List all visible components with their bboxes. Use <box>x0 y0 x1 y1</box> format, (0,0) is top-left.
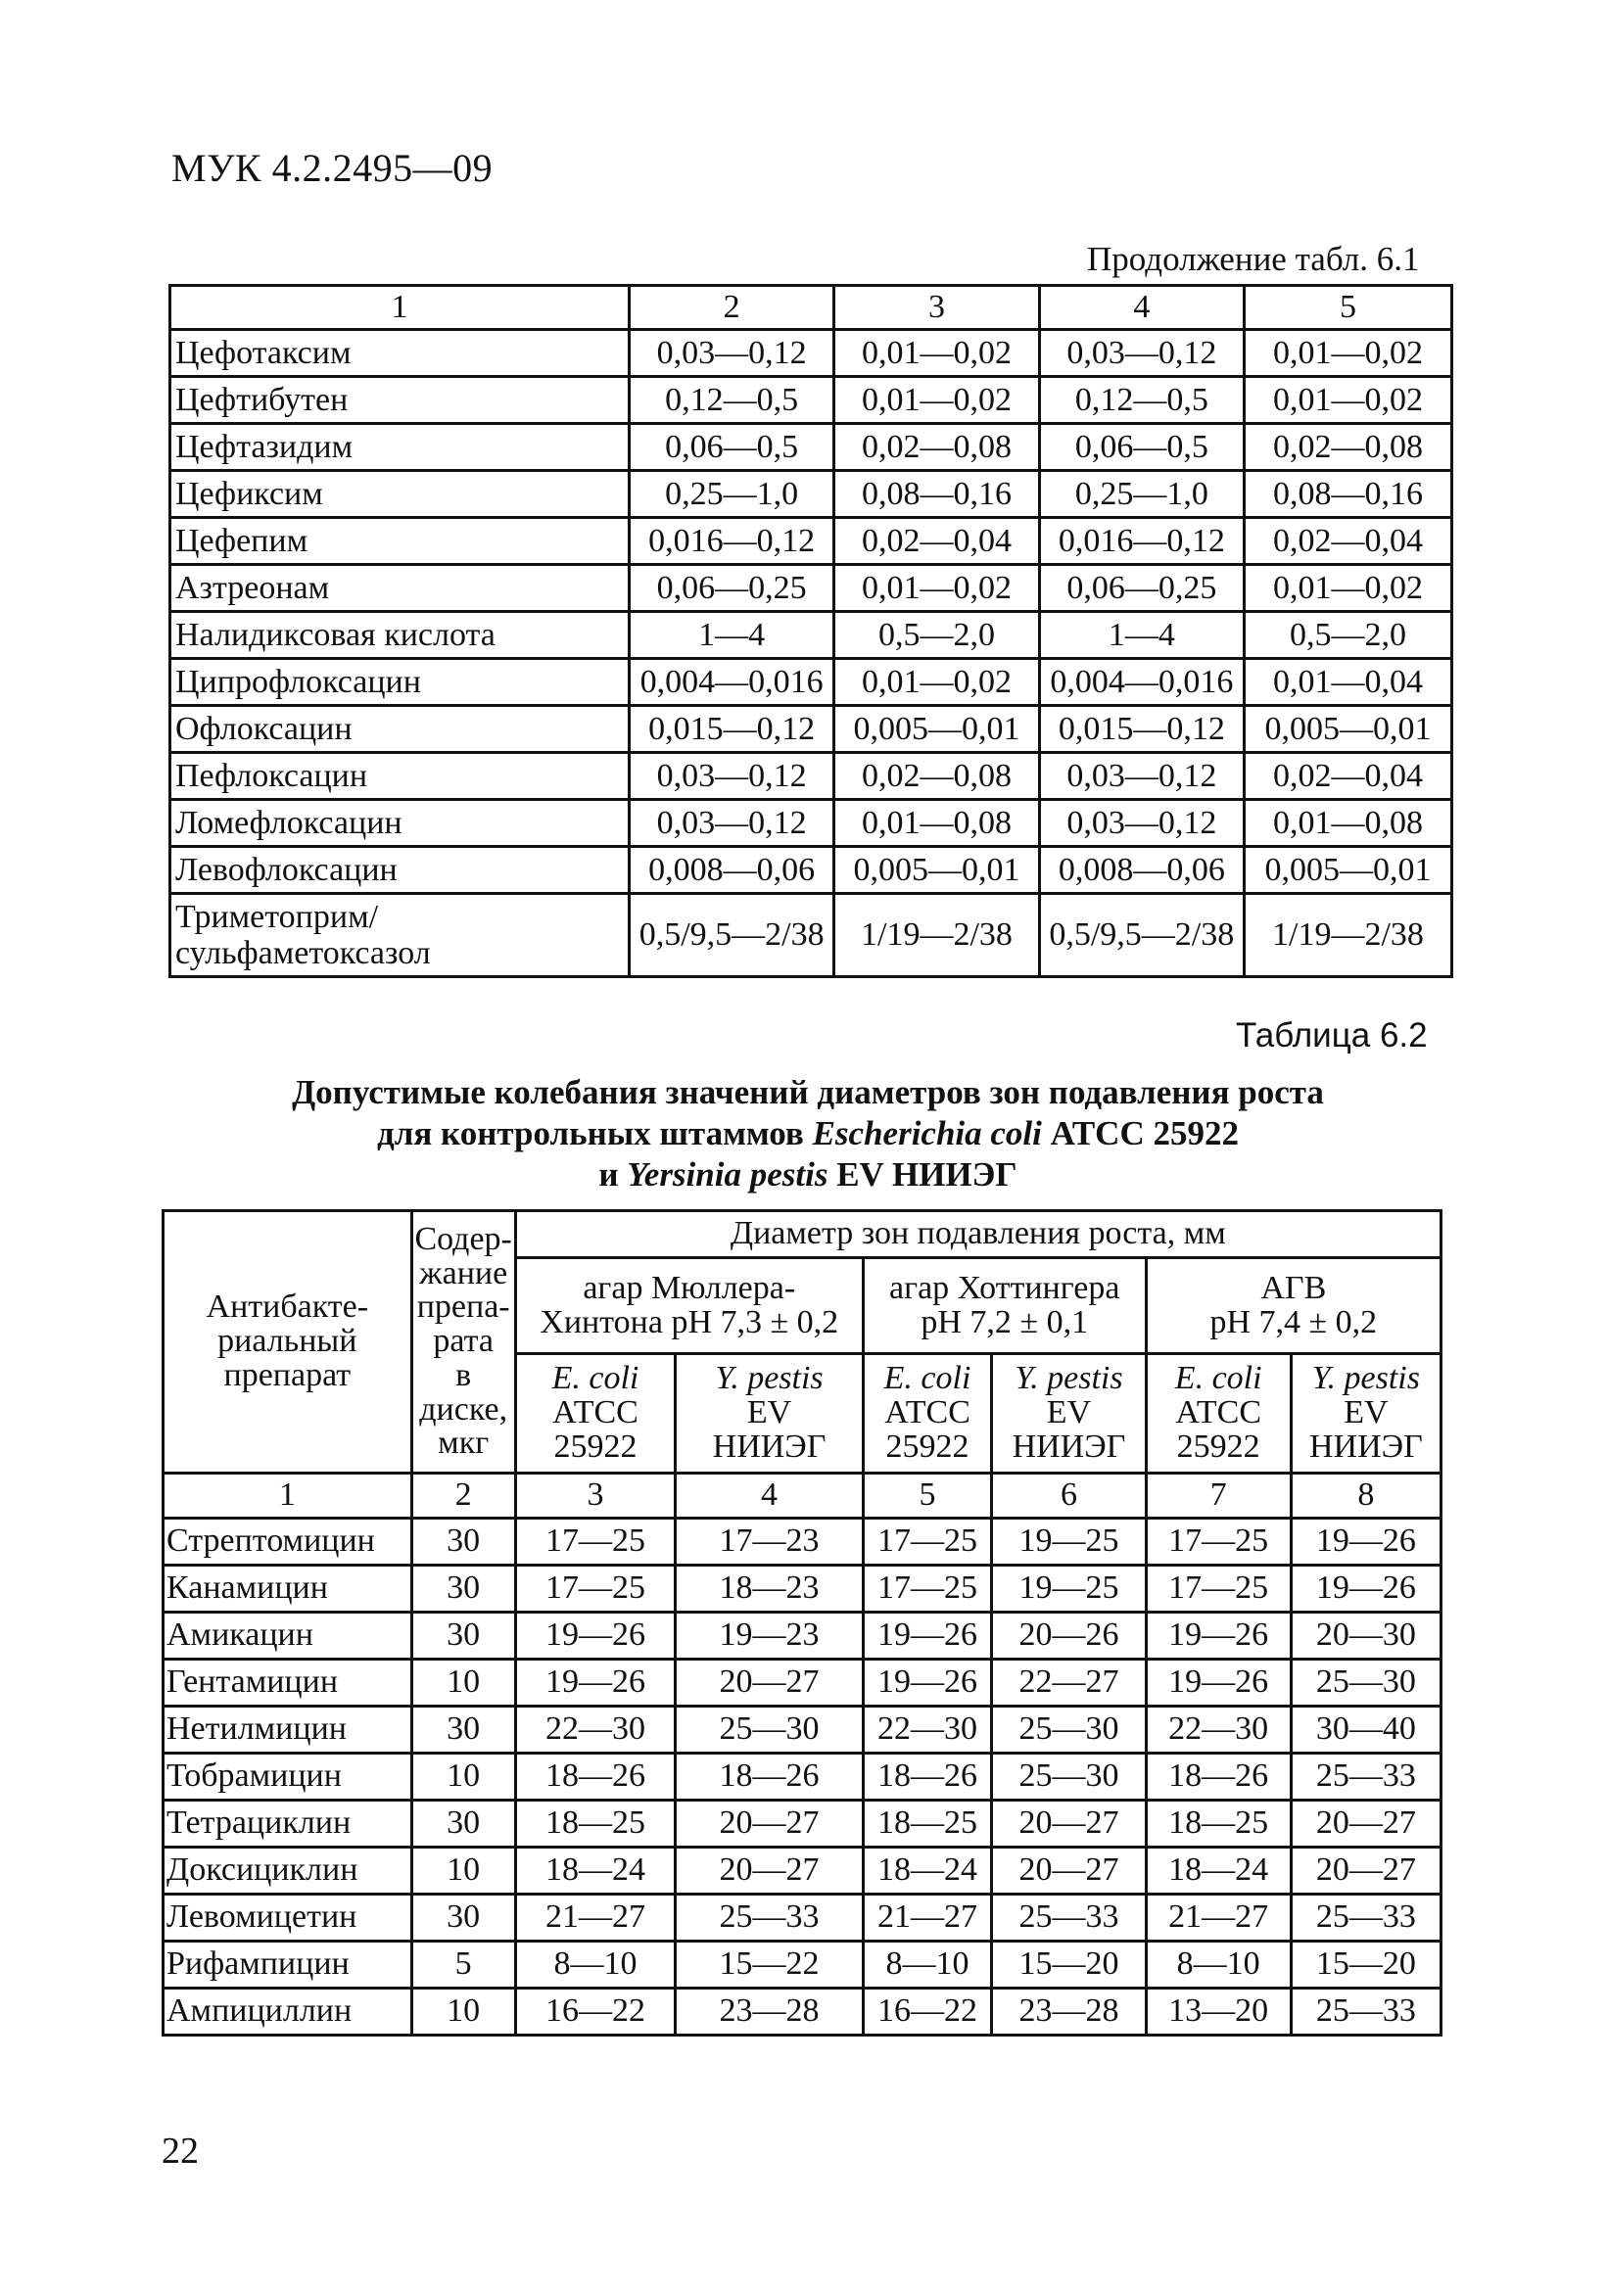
value-cell: 0,03—0,12 <box>630 753 834 800</box>
drug-name: Цефиксим <box>170 471 630 518</box>
value-cell: 25—33 <box>1291 1754 1441 1801</box>
value-cell: 20—26 <box>992 1613 1146 1660</box>
disk-content: 10 <box>411 1848 515 1895</box>
drug-name: Стрептомицин <box>164 1519 412 1566</box>
strain-header-ypestis: Y. pestis EV НИИЭГ <box>1291 1354 1441 1474</box>
drug-name: Левомицетин <box>164 1895 412 1942</box>
drug-name: Рифампицин <box>164 1942 412 1989</box>
column-number: 6 <box>992 1474 1146 1519</box>
table-row <box>170 612 1452 659</box>
disk-content: 10 <box>411 1754 515 1801</box>
column-number: 7 <box>1146 1474 1291 1519</box>
drug-name: Ломефлоксацин <box>170 800 630 847</box>
column-number: 5 <box>863 1474 991 1519</box>
col-header-diameter: Диаметр зон подавления роста, мм <box>515 1211 1441 1258</box>
value-cell: 18—23 <box>676 1566 864 1613</box>
value-cell: 0,005—0,01 <box>834 706 1039 753</box>
value-cell: 1/19—2/38 <box>1244 894 1451 977</box>
value-cell: 0,01—0,02 <box>1244 330 1451 377</box>
disk-content: 30 <box>411 1613 515 1660</box>
value-cell: 0,004—0,016 <box>630 659 834 706</box>
drug-name: Триметоприм/ сульфаметоксазол <box>170 894 630 977</box>
value-cell: 18—24 <box>515 1848 676 1895</box>
value-cell: 17—25 <box>1146 1519 1291 1566</box>
value-cell: 0,06—0,25 <box>1039 565 1244 612</box>
table-row <box>164 1801 1442 1848</box>
value-cell: 8—10 <box>515 1942 676 1989</box>
table-row <box>164 1660 1442 1707</box>
value-cell: 0,005—0,01 <box>834 847 1039 894</box>
value-cell: 15—20 <box>992 1942 1146 1989</box>
value-cell: 0,005—0,01 <box>1244 706 1451 753</box>
title-line-2: для контрольных штаммов Escherichia coli АТСС 25922 <box>377 1114 1239 1152</box>
value-cell: 19—26 <box>515 1660 676 1707</box>
value-cell: 0,03—0,12 <box>1039 753 1244 800</box>
value-cell: 17—23 <box>676 1519 864 1566</box>
table-row <box>164 1895 1442 1942</box>
value-cell: 19—25 <box>992 1566 1146 1613</box>
value-cell: 22—30 <box>863 1707 991 1754</box>
table-row <box>170 659 1452 706</box>
disk-content: 30 <box>411 1566 515 1613</box>
drug-name: Левофлоксацин <box>170 847 630 894</box>
table-row <box>170 565 1452 612</box>
value-cell: 18—26 <box>515 1754 676 1801</box>
value-cell: 20—27 <box>676 1660 864 1707</box>
value-cell: 0,01—0,02 <box>834 330 1039 377</box>
value-cell: 0,004—0,016 <box>1039 659 1244 706</box>
value-cell: 20—27 <box>1291 1848 1441 1895</box>
value-cell: 0,01—0,02 <box>834 659 1039 706</box>
value-cell: 19—26 <box>1291 1519 1441 1566</box>
value-cell: 19—26 <box>863 1613 991 1660</box>
drug-name: Цефтибутен <box>170 377 630 424</box>
drug-name: Ципрофлоксацин <box>170 659 630 706</box>
column-number: 2 <box>630 286 834 330</box>
table-row <box>164 1848 1442 1895</box>
value-cell: 0,01—0,02 <box>834 565 1039 612</box>
disk-content: 5 <box>411 1942 515 1989</box>
strain-header-ypestis: Y. pestis EV НИИЭГ <box>676 1354 864 1474</box>
value-cell: 17—25 <box>863 1566 991 1613</box>
disk-content: 10 <box>411 1660 515 1707</box>
value-cell: 0,008—0,06 <box>630 847 834 894</box>
value-cell: 0,015—0,12 <box>630 706 834 753</box>
value-cell: 0,06—0,25 <box>630 565 834 612</box>
table-row <box>164 1707 1442 1754</box>
value-cell: 0,005—0,01 <box>1244 847 1451 894</box>
title-line-3: и Yersinia pestis EV НИИЭГ <box>598 1155 1017 1194</box>
value-cell: 20—27 <box>992 1848 1146 1895</box>
column-number: 3 <box>515 1474 676 1519</box>
table-6-2-title <box>196 1072 1420 1195</box>
value-cell: 20—30 <box>1291 1613 1441 1660</box>
table-row <box>164 1613 1442 1660</box>
value-cell: 19—23 <box>676 1613 864 1660</box>
strain-header-ypestis: Y. pestis EV НИИЭГ <box>992 1354 1146 1474</box>
value-cell: 0,016—0,12 <box>1039 518 1244 565</box>
value-cell: 0,01—0,02 <box>1244 565 1451 612</box>
table-row <box>170 753 1452 800</box>
value-cell: 0,01—0,02 <box>834 377 1039 424</box>
value-cell: 15—22 <box>676 1942 864 1989</box>
value-cell: 0,03—0,12 <box>630 330 834 377</box>
value-cell: 0,01—0,08 <box>1244 800 1451 847</box>
value-cell: 0,25—1,0 <box>630 471 834 518</box>
drug-name: Канамицин <box>164 1566 412 1613</box>
column-number: 2 <box>411 1474 515 1519</box>
drug-name: Доксициклин <box>164 1848 412 1895</box>
drug-name: Ампициллин <box>164 1989 412 2036</box>
value-cell: 0,01—0,02 <box>1244 377 1451 424</box>
medium-header-hottinger: агар Хоттингера pH 7,2 ± 0,1 <box>863 1258 1146 1354</box>
strain-header-ecoli: E. coli АТСС 25922 <box>515 1354 676 1474</box>
value-cell: 0,03—0,12 <box>1039 800 1244 847</box>
value-cell: 1/19—2/38 <box>834 894 1039 977</box>
table-6-1-continued <box>168 284 1453 978</box>
table-row <box>170 330 1452 377</box>
value-cell: 0,02—0,08 <box>834 753 1039 800</box>
medium-header-muller-hinton: агар Мюллера- Хинтона pH 7,3 ± 0,2 <box>515 1258 863 1354</box>
value-cell: 16—22 <box>863 1989 991 2036</box>
table-row <box>164 1566 1442 1613</box>
value-cell: 0,25—1,0 <box>1039 471 1244 518</box>
page-number: 22 <box>162 2131 199 2172</box>
table-6-2 <box>162 1209 1442 2037</box>
value-cell: 18—25 <box>863 1801 991 1848</box>
value-cell: 22—30 <box>515 1707 676 1754</box>
column-number: 5 <box>1244 286 1451 330</box>
value-cell: 30—40 <box>1291 1707 1441 1754</box>
table-row <box>170 518 1452 565</box>
table-header-row <box>170 286 1452 330</box>
value-cell: 18—26 <box>1146 1754 1291 1801</box>
table-row <box>164 1754 1442 1801</box>
drug-name: Цефотаксим <box>170 330 630 377</box>
value-cell: 20—27 <box>676 1848 864 1895</box>
disk-content: 30 <box>411 1707 515 1754</box>
value-cell: 19—25 <box>992 1519 1146 1566</box>
table-continuation-label: Продолжение табл. 6.1 <box>1087 240 1420 278</box>
value-cell: 18—25 <box>1146 1801 1291 1848</box>
value-cell: 25—30 <box>992 1707 1146 1754</box>
document-header: МУК 4.2.2495—09 <box>171 146 494 190</box>
value-cell: 25—33 <box>676 1895 864 1942</box>
value-cell: 0,015—0,12 <box>1039 706 1244 753</box>
value-cell: 22—30 <box>1146 1707 1291 1754</box>
value-cell: 20—27 <box>676 1801 864 1848</box>
table-row <box>170 424 1452 471</box>
value-cell: 19—26 <box>1291 1566 1441 1613</box>
value-cell: 16—22 <box>515 1989 676 2036</box>
drug-name: Налидиксовая кислота <box>170 612 630 659</box>
table-row <box>170 377 1452 424</box>
value-cell: 20—27 <box>992 1801 1146 1848</box>
value-cell: 0,12—0,5 <box>1039 377 1244 424</box>
value-cell: 18—24 <box>863 1848 991 1895</box>
drug-name: Азтреонам <box>170 565 630 612</box>
value-cell: 19—26 <box>863 1660 991 1707</box>
value-cell: 25—33 <box>992 1895 1146 1942</box>
column-number: 1 <box>164 1474 412 1519</box>
value-cell: 25—33 <box>1291 1895 1441 1942</box>
value-cell: 25—30 <box>676 1707 864 1754</box>
value-cell: 0,02—0,08 <box>1244 424 1451 471</box>
strain-header-ecoli: E. coli АТСС 25922 <box>863 1354 991 1474</box>
value-cell: 18—26 <box>863 1754 991 1801</box>
value-cell: 19—26 <box>515 1613 676 1660</box>
disk-content: 30 <box>411 1519 515 1566</box>
value-cell: 23—28 <box>676 1989 864 2036</box>
value-cell: 0,5/9,5—2/38 <box>1039 894 1244 977</box>
drug-name: Цефепим <box>170 518 630 565</box>
value-cell: 0,01—0,08 <box>834 800 1039 847</box>
column-number: 4 <box>676 1474 864 1519</box>
value-cell: 0,03—0,12 <box>1039 330 1244 377</box>
strain-header-ecoli: E. coli АТСС 25922 <box>1146 1354 1291 1474</box>
value-cell: 25—33 <box>1291 1989 1441 2036</box>
drug-name: Цефтазидим <box>170 424 630 471</box>
column-number: 3 <box>834 286 1039 330</box>
disk-content: 30 <box>411 1801 515 1848</box>
drug-name: Тетрациклин <box>164 1801 412 1848</box>
value-cell: 0,08—0,16 <box>1244 471 1451 518</box>
value-cell: 0,5—2,0 <box>834 612 1039 659</box>
title-line-1: Допустимые колебания значений диаметров зон подавления роста <box>292 1073 1324 1111</box>
table-row <box>170 471 1452 518</box>
table-row <box>170 894 1452 977</box>
drug-name: Гентамицин <box>164 1660 412 1707</box>
value-cell: 0,06—0,5 <box>630 424 834 471</box>
col-header-content: Содер- жание препа- рата в диске, мкг <box>411 1211 515 1474</box>
value-cell: 18—25 <box>515 1801 676 1848</box>
disk-content: 30 <box>411 1895 515 1942</box>
drug-name: Пефлоксацин <box>170 753 630 800</box>
table-row <box>170 706 1452 753</box>
col-header-antibacterial: Антибакте- риальный препарат <box>164 1211 412 1474</box>
value-cell: 18—26 <box>676 1754 864 1801</box>
disk-content: 10 <box>411 1989 515 2036</box>
column-number: 8 <box>1291 1474 1441 1519</box>
value-cell: 19—26 <box>1146 1613 1291 1660</box>
value-cell: 0,02—0,04 <box>834 518 1039 565</box>
value-cell: 17—25 <box>515 1566 676 1613</box>
column-number: 4 <box>1039 286 1244 330</box>
value-cell: 13—20 <box>1146 1989 1291 2036</box>
drug-name: Тобрамицин <box>164 1754 412 1801</box>
value-cell: 0,08—0,16 <box>834 471 1039 518</box>
table-row <box>170 800 1452 847</box>
drug-name: Нетилмицин <box>164 1707 412 1754</box>
value-cell: 0,03—0,12 <box>630 800 834 847</box>
value-cell: 20—27 <box>1291 1801 1441 1848</box>
column-number: 1 <box>170 286 630 330</box>
value-cell: 8—10 <box>863 1942 991 1989</box>
value-cell: 0,02—0,08 <box>834 424 1039 471</box>
value-cell: 0,5—2,0 <box>1244 612 1451 659</box>
medium-header-agv: АГВ pH 7,4 ± 0,2 <box>1146 1258 1441 1354</box>
value-cell: 17—25 <box>1146 1566 1291 1613</box>
value-cell: 0,02—0,04 <box>1244 753 1451 800</box>
value-cell: 1—4 <box>1039 612 1244 659</box>
value-cell: 0,008—0,06 <box>1039 847 1244 894</box>
value-cell: 19—26 <box>1146 1660 1291 1707</box>
value-cell: 8—10 <box>1146 1942 1291 1989</box>
value-cell: 25—30 <box>992 1754 1146 1801</box>
table-6-2-label: Таблица 6.2 <box>1236 1016 1428 1054</box>
value-cell: 23—28 <box>992 1989 1146 2036</box>
value-cell: 1—4 <box>630 612 834 659</box>
value-cell: 0,06—0,5 <box>1039 424 1244 471</box>
value-cell: 21—27 <box>863 1895 991 1942</box>
value-cell: 0,02—0,04 <box>1244 518 1451 565</box>
value-cell: 17—25 <box>863 1519 991 1566</box>
value-cell: 0,5/9,5—2/38 <box>630 894 834 977</box>
value-cell: 21—27 <box>1146 1895 1291 1942</box>
value-cell: 17—25 <box>515 1519 676 1566</box>
value-cell: 21—27 <box>515 1895 676 1942</box>
value-cell: 22—27 <box>992 1660 1146 1707</box>
table-row <box>164 1989 1442 2036</box>
table-row <box>164 1942 1442 1989</box>
drug-name: Амикацин <box>164 1613 412 1660</box>
value-cell: 0,12—0,5 <box>630 377 834 424</box>
value-cell: 18—24 <box>1146 1848 1291 1895</box>
table-row <box>164 1519 1442 1566</box>
value-cell: 0,016—0,12 <box>630 518 834 565</box>
value-cell: 0,01—0,04 <box>1244 659 1451 706</box>
value-cell: 15—20 <box>1291 1942 1441 1989</box>
table-row <box>170 847 1452 894</box>
value-cell: 25—30 <box>1291 1660 1441 1707</box>
drug-name: Офлоксацин <box>170 706 630 753</box>
